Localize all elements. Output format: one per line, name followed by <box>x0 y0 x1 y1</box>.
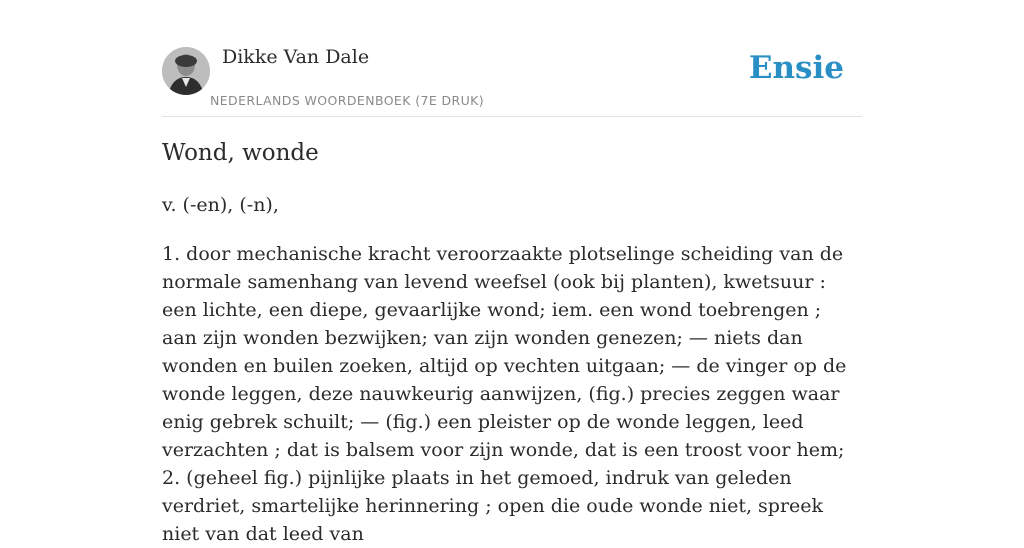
page <box>162 0 862 545</box>
header <box>162 0 862 117</box>
portrait-icon <box>162 47 210 95</box>
author-avatar[interactable] <box>162 47 210 95</box>
source-name[interactable]: NEDERLANDS WOORDENBOEK (7E DRUK) <box>210 93 485 108</box>
entry-definition <box>162 240 862 548</box>
sense-1: 1. door mechanische kracht veroorzaakte plotselinge scheiding van de normale samenhang van levend weefsel (ook bij planten), kwetsuur : een lichte, een diepe, gevaarlijke wond; iem. een wond toebrengen ; aan zijn wonden bezwijken; van zijn wonden genezen; — niets dan wonden en builen zoeken, altijd op vechten uitgaan; — de vinger op de wonde leggen, deze nauwkeurig aanwijzen, (fig.) precies zeggen waar enig gebrek schuilt; — (fig.) een pleister op de wonde leggen, leed verzachten ; dat is balsem voor zijn wonde, dat is een troost voor hem; <box>162 243 847 461</box>
entry-grammar: v. (-en), (-n), <box>162 194 279 216</box>
sense-2: 2. (geheel fig.) pijnlijke plaats in het gemoed, indruk van geleden verdriet, smartelijke herinnering ; open die oude wonde niet, spreek niet van dat leed van <box>162 467 824 545</box>
brand-logo[interactable]: Ensie <box>748 50 844 86</box>
author-name[interactable]: Dikke Van Dale <box>222 46 370 68</box>
entry-title: Wond, wonde <box>162 140 319 166</box>
